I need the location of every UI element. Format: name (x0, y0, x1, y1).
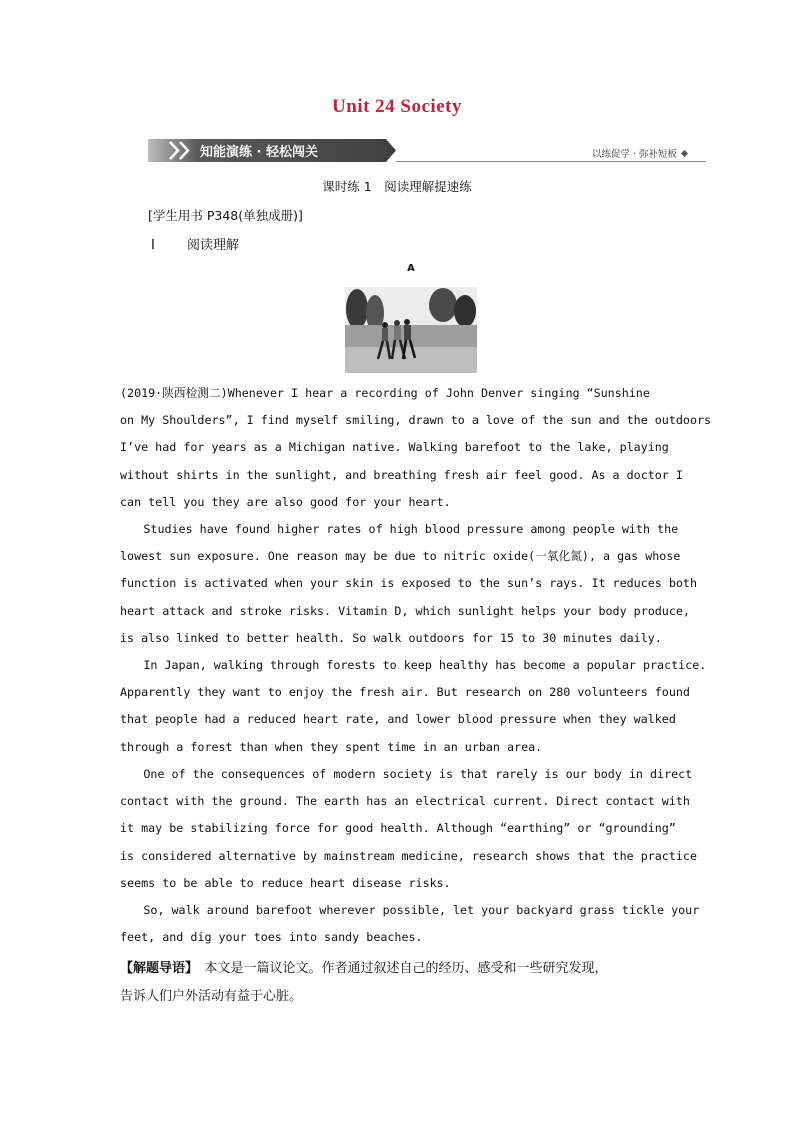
text-line: Apparently they want to enjoy the fresh air. But research on 280 volunteers found (120, 685, 690, 700)
section-number: Ⅰ (151, 238, 155, 253)
paragraph-3 (120, 652, 720, 761)
text-line: Studies have found higher rates of high blood pressure among people with the (120, 522, 679, 536)
text-line: lowest sun exposure. One reason may be due to nitric oxide(一氧化氮), a gas whose (120, 549, 681, 564)
practice-tag: 以练促学 · 弥补短板 (592, 146, 687, 160)
section-label: 阅读理解 (187, 238, 240, 253)
text-line: that people had a reduced heart rate, and lower blood pressure when they walked (120, 712, 676, 727)
text-line: (2019·陕西检测二)Whenever I hear a recording of John Denver singing “Sunshine (120, 386, 650, 400)
text-line: is also linked to better health. So walk outdoors for 15 to 30 minutes daily. (120, 630, 662, 645)
answer-guide (120, 955, 720, 1011)
text-line: contact with the ground. The earth has an electrical current. Direct contact with (120, 794, 690, 809)
banner-rule (396, 161, 706, 162)
guide-label: 【解题导语】 (120, 961, 192, 976)
text-line: can tell you they are also good for your heart. (120, 494, 451, 509)
lesson-title: 课时练 1 阅读理解提速练 (322, 179, 472, 194)
text-line: heart attack and stroke risks. Vitamin D, which sunlight helps your body produce, (120, 603, 690, 618)
guide-text: 本文是一篇议论文。作者通过叙述自己的经历、感受和一些研究发现， (191, 961, 608, 976)
text-line: feet, and dig your toes into sandy beaches. (120, 930, 423, 945)
text-line: seems to be able to reduce heart disease risks. (120, 875, 451, 890)
paragraph-5 (120, 897, 720, 951)
text-line: on My Shoulders”, I find myself smiling, drawn to a love of the sun and the outdoors (120, 413, 712, 428)
text-line: it may be stabilizing force for good health. Although “earthing” or “grounding” (120, 821, 676, 836)
text-line: is considered alternative by mainstream medicine, research shows that the practice (120, 848, 697, 863)
book-note: [学生用书 P348(单独成册)] (148, 208, 303, 223)
paragraph-4 (120, 761, 720, 897)
banner-text: 知能演练 · 轻松闯关 (200, 145, 318, 160)
guide-text: 告诉人们户外活动有益于心脏。 (120, 989, 303, 1004)
text-line: So, walk around barefoot wherever possible, let your backyard grass tickle your (120, 903, 700, 917)
text-line: One of the consequences of modern society is that rarely is our body in direct (120, 767, 693, 781)
text-line: through a forest than when they spent time in an urban area. (120, 739, 543, 754)
section-heading (151, 234, 239, 253)
walking-people-photo (345, 287, 477, 373)
text-line: without shirts in the sunlight, and breathing fresh air feel good. As a doctor I (120, 467, 683, 482)
text-line: I’ve had for years as a Michigan native. Walking barefoot to the lake, playing (120, 440, 669, 455)
text-line: In Japan, walking through forests to keep healthy has become a popular practice. (120, 658, 707, 672)
diamond-icon (681, 150, 688, 157)
paragraph-1 (120, 380, 720, 516)
text-line: function is activated when your skin is exposed to the sun’s rays. It reduces both (120, 576, 697, 591)
paragraph-2 (120, 516, 720, 652)
passage-letter: A (407, 263, 415, 274)
unit-title: Unit 24 Society (332, 96, 462, 117)
